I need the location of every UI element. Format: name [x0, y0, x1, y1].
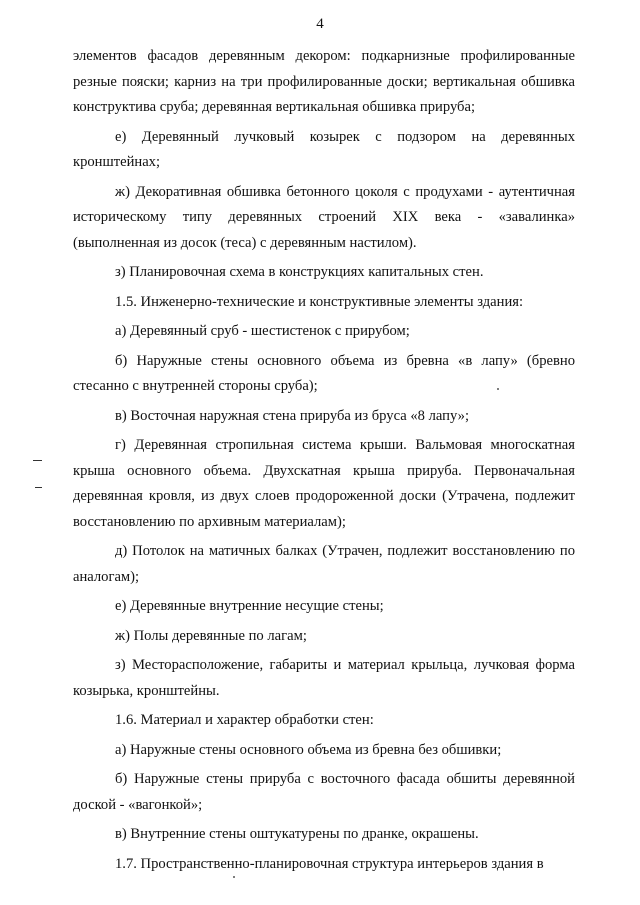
margin-mark [35, 487, 42, 488]
document-body [73, 44, 575, 881]
paragraph: 1.7. Пространственно-планировочная структура интерьеров здания в [115, 855, 544, 872]
paragraph: б) Наружные стены основного объема из бревна «в лапу» (бревно стесанно с внутренней стороны сруба); [73, 352, 575, 394]
paragraph: г) Деревянная стропильная система крыши. Вальмовая многоскатная крыша основного объема. Двухскатная крыша прируба. Первоначальная деревянная кровля, из двух слоев продороженной доски (Утрачена, подлежит восстановлению по архивным материалам); [73, 437, 575, 530]
paragraph: з) Месторасположение, габариты и материал крыльца, лучковая форма козырька, кронштейны. [73, 657, 575, 699]
section-heading: 1.5. Инженерно-технические и конструктивные элементы здания: [115, 293, 524, 310]
paragraph: б) Наружные стены прируба с восточного фасада обшиты деревянной доской - «вагонкой»; [73, 771, 575, 813]
paragraph: ж) Полы деревянные по лагам; [115, 627, 307, 644]
scan-dot [497, 388, 499, 390]
paragraph: а) Деревянный сруб - шестистенок с прирубом; [115, 323, 410, 339]
paragraph: е) Деревянные внутренние несущие стены; [115, 598, 384, 614]
section-heading: 1.6. Материал и характер обработки стен: [115, 712, 374, 728]
scan-dot [233, 876, 235, 878]
paragraph: д) Потолок на матичных балках (Утрачен, подлежит восстановлению по аналогам); [73, 543, 575, 585]
page-number: 4 [316, 16, 324, 32]
paragraph: в) Восточная наружная стена прируба из бруса «8 лапу»; [115, 407, 469, 424]
paragraph: ж) Декоративная обшивка бетонного цоколя с продухами - аутентичная историческому типу деревянных строений XIX века - «завалинка» (выполненная из досок (теса) с деревянным настилом). [73, 183, 575, 251]
paragraph: е) Деревянный лучковый козырек с подзором на деревянных кронштейнах; [73, 128, 575, 170]
paragraph: а) Наружные стены основного объема из бревна без обшивки; [115, 741, 502, 758]
paragraph: в) Внутренние стены оштукатурены по дранке, окрашены. [115, 826, 479, 842]
margin-mark [33, 460, 42, 461]
paragraph: з) Планировочная схема в конструкциях капитальных стен. [115, 264, 484, 280]
paragraph: элементов фасадов деревянным декором: подкарнизные профилированные резные пояски; карниз на три профилированные доски; вертикальная обшивка конструктива сруба; деревянная вертикальная обшивка прируба; [73, 48, 575, 115]
